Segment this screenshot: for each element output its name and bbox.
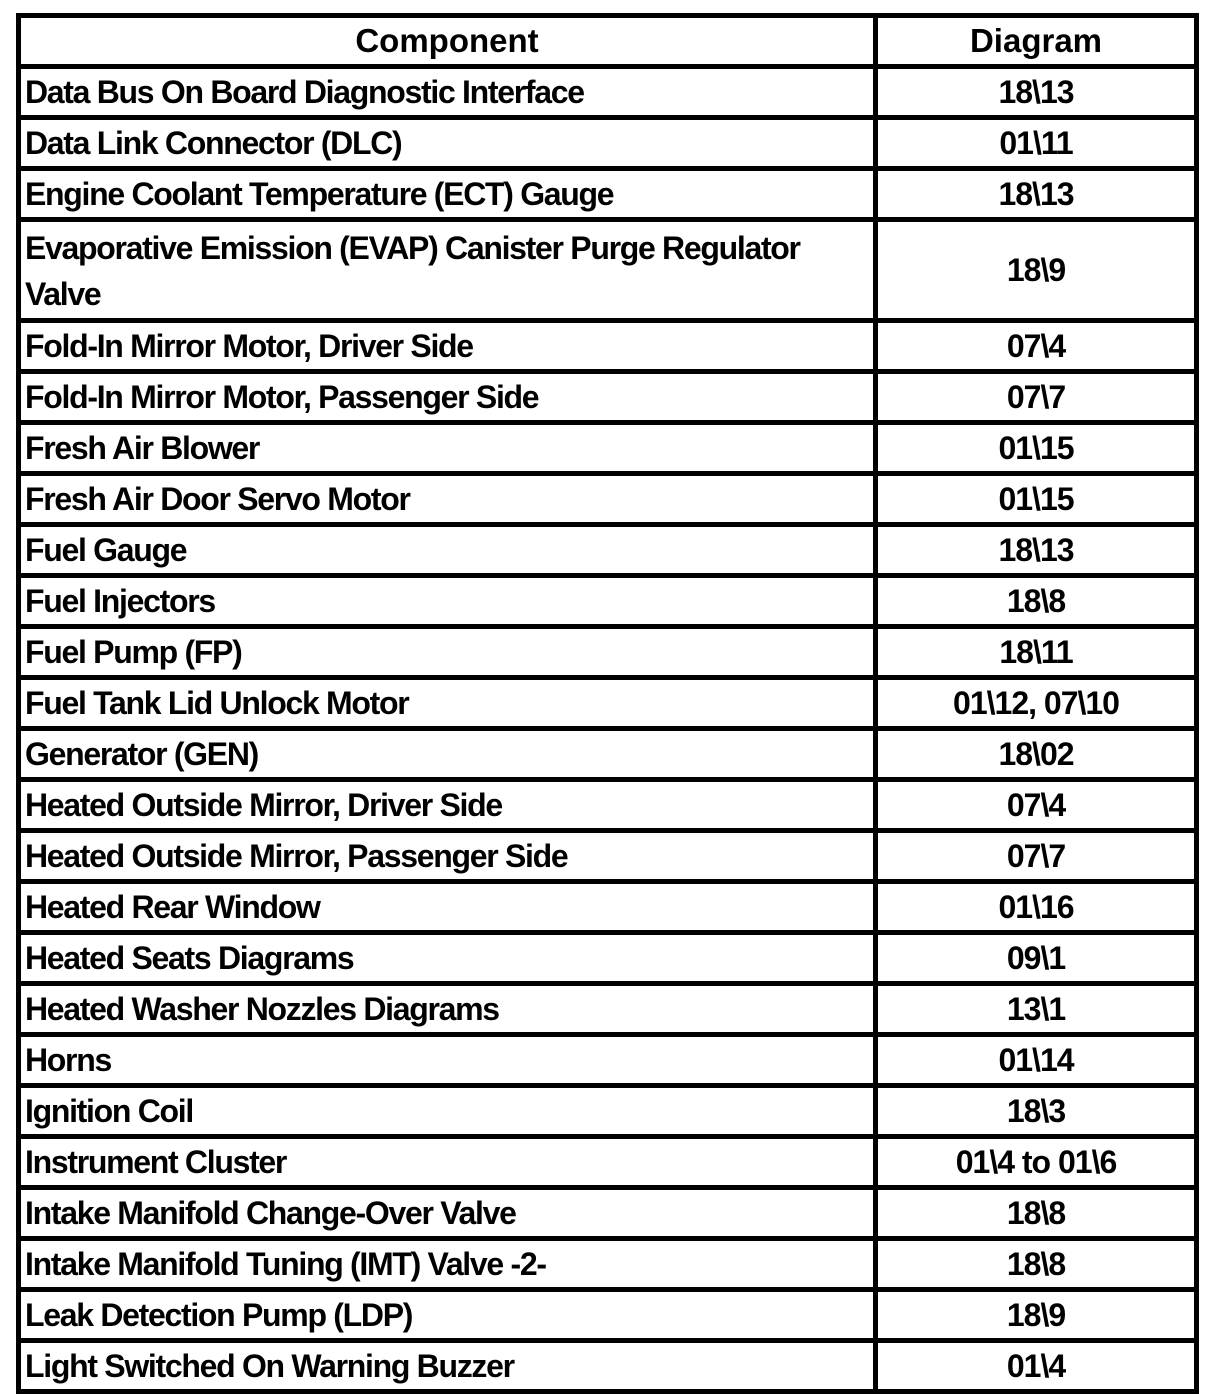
- table-header-row: [19, 16, 1197, 67]
- diagram-cell: 18\13: [876, 169, 1197, 220]
- component-cell: Fresh Air Door Servo Motor: [19, 474, 876, 525]
- table-row: [19, 933, 1197, 984]
- diagram-cell: 01\15: [876, 474, 1197, 525]
- component-cell: Light Switched On Warning Buzzer: [19, 1341, 876, 1392]
- component-cell: Heated Outside Mirror, Driver Side: [19, 780, 876, 831]
- diagram-cell: 07\7: [876, 372, 1197, 423]
- component-cell: Fold-In Mirror Motor, Passenger Side: [19, 372, 876, 423]
- component-cell: Data Link Connector (DLC): [19, 118, 876, 169]
- diagram-cell: 07\7: [876, 831, 1197, 882]
- table-row: [19, 831, 1197, 882]
- table-row: [19, 220, 1197, 321]
- table-row: [19, 1086, 1197, 1137]
- component-cell: Fuel Pump (FP): [19, 627, 876, 678]
- table-body: [19, 67, 1197, 1392]
- diagram-cell: 18\9: [876, 1290, 1197, 1341]
- diagram-cell: 18\3: [876, 1086, 1197, 1137]
- diagram-cell: 01\4 to 01\6: [876, 1137, 1197, 1188]
- table-row: [19, 67, 1197, 118]
- component-cell: Heated Rear Window: [19, 882, 876, 933]
- component-cell: Fuel Gauge: [19, 525, 876, 576]
- component-cell: Engine Coolant Temperature (ECT) Gauge: [19, 169, 876, 220]
- table-row: [19, 1035, 1197, 1086]
- diagram-cell: 01\11: [876, 118, 1197, 169]
- diagram-cell: 07\4: [876, 780, 1197, 831]
- diagram-cell: 13\1: [876, 984, 1197, 1035]
- table-row: [19, 576, 1197, 627]
- table-row: [19, 1239, 1197, 1290]
- table-row: [19, 1137, 1197, 1188]
- table-row: [19, 984, 1197, 1035]
- component-diagram-table: [16, 13, 1199, 1394]
- table-row: [19, 321, 1197, 372]
- table-row: [19, 729, 1197, 780]
- diagram-cell: 01\12, 07\10: [876, 678, 1197, 729]
- table-row: [19, 423, 1197, 474]
- component-cell: Horns: [19, 1035, 876, 1086]
- diagram-cell: 18\11: [876, 627, 1197, 678]
- component-cell: Heated Seats Diagrams: [19, 933, 876, 984]
- component-cell: Fuel Tank Lid Unlock Motor: [19, 678, 876, 729]
- component-cell: Generator (GEN): [19, 729, 876, 780]
- table-row: [19, 118, 1197, 169]
- table-row: [19, 1341, 1197, 1392]
- diagram-cell: 18\8: [876, 576, 1197, 627]
- diagram-cell: 18\13: [876, 67, 1197, 118]
- table-row: [19, 372, 1197, 423]
- component-cell: Instrument Cluster: [19, 1137, 876, 1188]
- diagram-cell: 18\8: [876, 1239, 1197, 1290]
- table-row: [19, 474, 1197, 525]
- component-cell: Ignition Coil: [19, 1086, 876, 1137]
- diagram-cell: 01\14: [876, 1035, 1197, 1086]
- component-cell: Data Bus On Board Diagnostic Interface: [19, 67, 876, 118]
- component-cell: Intake Manifold Tuning (IMT) Valve -2-: [19, 1239, 876, 1290]
- component-diagram-table-container: [16, 13, 1194, 1394]
- component-cell: Leak Detection Pump (LDP): [19, 1290, 876, 1341]
- component-cell: Fresh Air Blower: [19, 423, 876, 474]
- diagram-cell: 01\4: [876, 1341, 1197, 1392]
- component-cell: Fold-In Mirror Motor, Driver Side: [19, 321, 876, 372]
- table-row: [19, 1290, 1197, 1341]
- table-row: [19, 627, 1197, 678]
- diagram-cell: 18\13: [876, 525, 1197, 576]
- component-cell: Evaporative Emission (EVAP) Canister Purge Regulator Valve: [19, 220, 876, 321]
- diagram-cell: 18\8: [876, 1188, 1197, 1239]
- component-column-header: Component: [19, 16, 876, 67]
- table-row: [19, 882, 1197, 933]
- table-row: [19, 678, 1197, 729]
- diagram-cell: 07\4: [876, 321, 1197, 372]
- table-row: [19, 169, 1197, 220]
- component-cell: Heated Washer Nozzles Diagrams: [19, 984, 876, 1035]
- component-cell: Heated Outside Mirror, Passenger Side: [19, 831, 876, 882]
- diagram-column-header: Diagram: [876, 16, 1197, 67]
- diagram-cell: 18\02: [876, 729, 1197, 780]
- table-row: [19, 525, 1197, 576]
- table-row: [19, 780, 1197, 831]
- table-row: [19, 1188, 1197, 1239]
- component-cell: Fuel Injectors: [19, 576, 876, 627]
- diagram-cell: 18\9: [876, 220, 1197, 321]
- diagram-cell: 01\15: [876, 423, 1197, 474]
- component-cell: Intake Manifold Change-Over Valve: [19, 1188, 876, 1239]
- diagram-cell: 01\16: [876, 882, 1197, 933]
- diagram-cell: 09\1: [876, 933, 1197, 984]
